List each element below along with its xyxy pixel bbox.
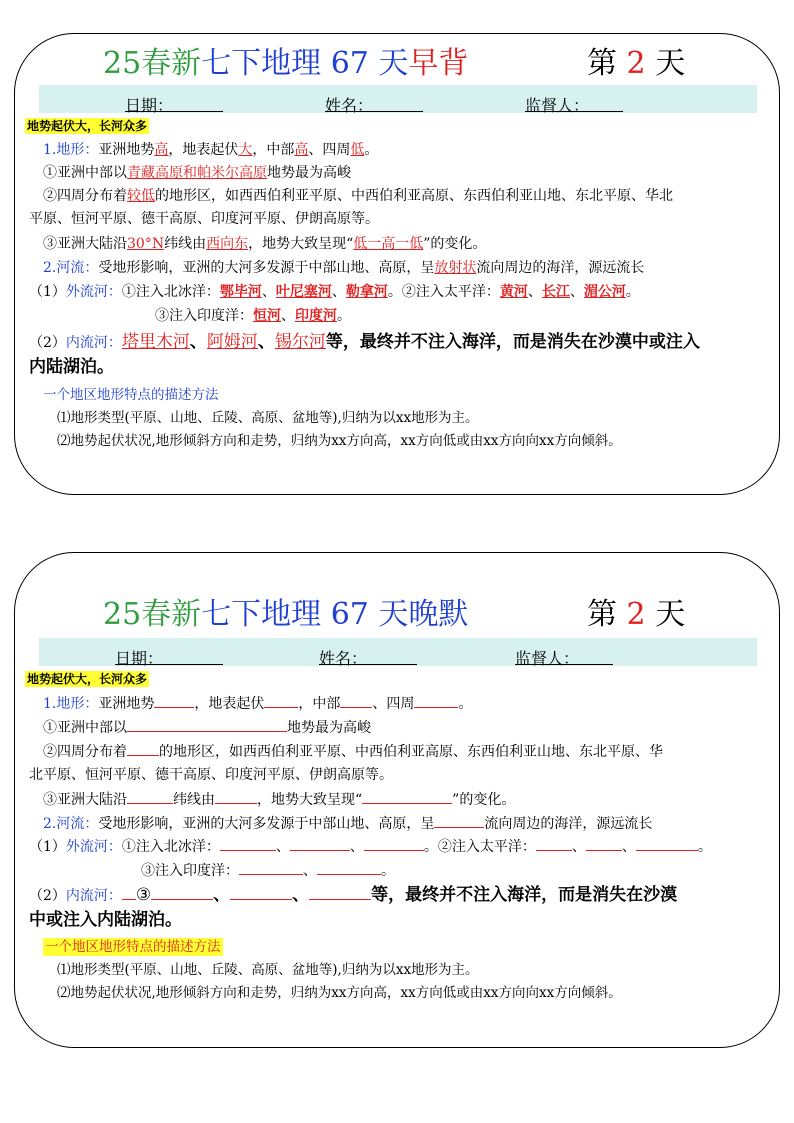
info-header: [39, 638, 757, 666]
section-tag: 地势起伏大，长河众多: [27, 672, 148, 686]
name-label: 姓名：: [319, 649, 368, 668]
river-line: 2.河流：受地形影响，亚洲的大河多发源于中部山地、高原，呈 流向周边的海洋，源远流长: [43, 813, 652, 834]
endorheic-line: （2）内流河： ③ 、 、 等，最终并不注入海洋，而是消失在沙漠: [29, 885, 678, 905]
plateau-line: ①亚洲中部以青藏高原和帕米尔高原地势最为高峻: [43, 165, 351, 181]
method-item-2: ⑵地势起伏状况,地形倾斜方向和走势，归纳为xx方向高，xx方向低或由xx方向向xx方向倾斜。: [57, 433, 622, 449]
plateau-line: ①亚洲中部以 地势最为高峻: [43, 717, 371, 738]
blank[interactable]: [127, 717, 287, 732]
blank[interactable]: [215, 789, 257, 804]
method-item-2: ⑵地势起伏状况,地形倾斜方向和走势，归纳为xx方向高，xx方向低或由xx方向向xx方向倾斜。: [57, 985, 622, 1001]
supervisor-label: 监督人：: [515, 649, 580, 668]
blank[interactable]: [636, 836, 698, 851]
title-prefix: 25春新: [103, 597, 202, 632]
section-tag-line: [25, 669, 149, 689]
indian-ocean-line: ③注入印度洋：恒河、印度河。: [155, 308, 351, 324]
day-indicator: 第 2 天: [587, 597, 686, 632]
blank[interactable]: [414, 693, 458, 708]
blank[interactable]: [290, 836, 350, 851]
title-prefix: 25春新: [103, 46, 202, 81]
name-field[interactable]: [325, 93, 423, 112]
blank[interactable]: [586, 836, 622, 851]
latitude-line: ③亚洲大陆沿30°N纬线由西向东，地势大致呈现“低一高一低”的变化。: [43, 236, 487, 252]
blank[interactable]: [154, 693, 194, 708]
indian-ocean-line: ③注入印度洋： 、 。: [141, 860, 395, 881]
day-number: 2: [626, 46, 646, 81]
evening-dictation-card: [14, 552, 780, 1048]
blank[interactable]: [220, 836, 276, 851]
blank[interactable]: [364, 836, 424, 851]
terrain-line: 1.地形：亚洲地势高，地表起伏大，中部高、四周低。: [43, 142, 379, 158]
name-field[interactable]: [319, 646, 417, 665]
blank[interactable]: [434, 813, 484, 828]
endorheic-line-cont: 中或注入内陆湖泊。: [29, 910, 182, 930]
latitude-line: ③亚洲大陆沿 纬线由 ，地势大致呈现“ ”的变化。: [43, 789, 515, 810]
blank[interactable]: [362, 789, 452, 804]
endorheic-line: （2）内流河：塔里木河、阿姆河、锡尔河等，最终并不注入海洋，而是消失在沙漠中或注入: [29, 332, 700, 352]
date-field[interactable]: [115, 646, 223, 665]
day-indicator: 第 2 天: [587, 46, 686, 81]
method-title: 一个地区地形特点的描述方法: [43, 387, 219, 403]
card-title: [15, 589, 779, 633]
name-label: 姓名：: [325, 96, 374, 115]
title-main: 七下地理 67 天: [201, 46, 409, 81]
date-label: 日期：: [115, 649, 164, 668]
exorheic-line: （1）外流河：①注入北冰洋： 、 、 。②注入太平洋： 、 、 。: [29, 836, 712, 857]
blank[interactable]: [264, 693, 298, 708]
section-tag: 地势起伏大，长河众多: [27, 119, 148, 133]
supervisor-field[interactable]: [525, 93, 623, 112]
date-label: 日期：: [125, 96, 174, 115]
section-tag-line: [25, 116, 149, 136]
blank[interactable]: [122, 885, 136, 900]
blank[interactable]: [230, 885, 292, 900]
blank[interactable]: [309, 885, 371, 900]
lowland-line-cont: 平原、恒河平原、德干高原、印度河平原、伊朗高原等。: [29, 211, 379, 227]
card-title: [15, 38, 779, 82]
lowland-line-cont: 北平原、恒河平原、德干高原、印度河平原、伊朗高原等。: [29, 767, 393, 783]
blank[interactable]: [127, 741, 159, 756]
lowland-line: ②四周分布着 的地形区，如西西伯利亚平原、中西伯利亚高原、东西伯利亚山地、东北平原、华: [43, 741, 663, 762]
terrain-line: 1.地形：亚洲地势 ，地表起伏 ，中部 、四周 。: [43, 693, 472, 714]
lowland-line: ②四周分布着较低的地形区，如西西伯利亚平原、中西伯利亚高原、东西伯利亚山地、东北平原、华北: [43, 188, 673, 204]
title-main: 七下地理 67 天: [201, 597, 409, 632]
blank[interactable]: [536, 836, 572, 851]
blank[interactable]: [151, 885, 213, 900]
method-title: 一个地区地形特点的描述方法: [45, 939, 221, 955]
blank[interactable]: [340, 693, 372, 708]
day-number: 2: [626, 597, 646, 632]
method-item-1: ⑴地形类型(平原、山地、丘陵、高原、盆地等),归纳为以xx地形为主。: [57, 410, 479, 426]
title-tail: 早背: [408, 46, 469, 81]
morning-recite-card: [14, 33, 780, 495]
method-item-1: ⑴地形类型(平原、山地、丘陵、高原、盆地等),归纳为以xx地形为主。: [57, 962, 479, 978]
river-line: 2.河流：受地形影响，亚洲的大河多发源于中部山地、高原，呈放射状流向周边的海洋，源远流长: [43, 260, 645, 276]
endorheic-line-cont: 内陆湖泊。: [29, 357, 114, 377]
supervisor-field[interactable]: [515, 646, 613, 665]
title-tail: 晚默: [408, 597, 469, 632]
blank[interactable]: [317, 860, 381, 875]
info-header: [39, 85, 757, 113]
blank[interactable]: [239, 860, 303, 875]
supervisor-label: 监督人：: [525, 96, 590, 115]
exorheic-line: （1）外流河：①注入北冰洋：鄂毕河、叶尼塞河、勒拿河。②注入太平洋：黄河、长江、湄公河。: [29, 284, 640, 300]
blank[interactable]: [127, 789, 173, 804]
date-field[interactable]: [125, 93, 223, 112]
